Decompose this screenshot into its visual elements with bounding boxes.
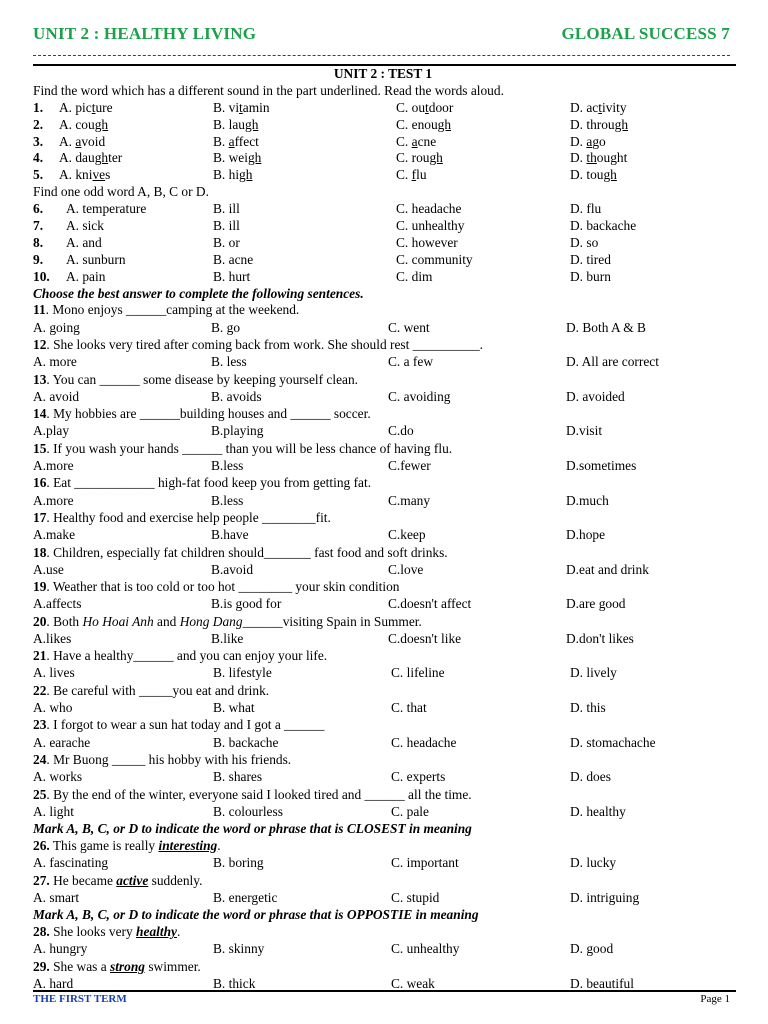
question-number: 17 — [33, 509, 47, 525]
underlined-sound: gh — [614, 116, 629, 132]
option-b: B. shares — [213, 769, 263, 785]
question-text: 28. She looks very healthy. — [33, 924, 181, 940]
option-a: A. sunburn — [66, 251, 126, 267]
option-a: A. avoid — [33, 388, 80, 404]
option-c: C.many — [388, 492, 431, 508]
option-d: D. tough — [570, 167, 617, 183]
option-a: A. smart — [33, 889, 80, 905]
underlined-sound: t — [598, 99, 602, 115]
option-c: C. outdoor — [396, 99, 454, 115]
footer-term: THE FIRST TERM — [33, 993, 127, 1005]
option-b: B.have — [211, 527, 249, 543]
option-d: D.are good — [566, 596, 626, 612]
underlined-sound: a — [586, 133, 593, 149]
option-a: A. knives — [59, 167, 111, 183]
instruction-best-answer: Choose the best answer to complete the following sentences. — [33, 285, 364, 301]
option-d: D. so — [570, 234, 599, 250]
option-d: D.hope — [566, 527, 606, 543]
question-row — [33, 838, 733, 855]
option-c: C.love — [388, 561, 424, 577]
question-number: 20 — [33, 613, 47, 629]
option-d: D.eat and drink — [566, 561, 649, 577]
question-row — [33, 665, 733, 682]
option-b: B.playing — [211, 423, 264, 439]
option-d: D. activity — [570, 99, 627, 115]
option-a: A. works — [33, 769, 83, 785]
option-a: A. who — [33, 700, 73, 716]
question-row — [33, 201, 733, 218]
option-b: B.less — [211, 457, 244, 473]
option-d: D.much — [566, 492, 609, 508]
question-row — [33, 873, 733, 890]
question-text: 26. This game is really interesting. — [33, 838, 221, 854]
option-c: C. lifeline — [391, 665, 445, 681]
question-row — [33, 855, 733, 872]
header-dashed-rule — [33, 55, 730, 56]
option-c: C. however — [396, 234, 458, 250]
question-row — [33, 117, 733, 134]
question-number: 23 — [33, 717, 47, 733]
question-number: 29. — [33, 958, 50, 974]
option-c: C. community — [396, 251, 473, 267]
instruction-pronunciation: Find the word which has a different sound in the part underlined. Read the words aloud. — [33, 82, 504, 98]
option-b: B. energetic — [213, 889, 278, 905]
option-d: D. lively — [570, 665, 617, 681]
question-row — [33, 527, 733, 544]
question-number: 9. — [33, 251, 44, 267]
question-number: 2. — [33, 116, 44, 132]
unit-header: UNIT 2 : HEALTHY LIVING — [33, 24, 257, 43]
option-b: B. avoids — [211, 388, 262, 404]
question-number: 10. — [33, 268, 50, 284]
keyword: strong — [110, 958, 145, 974]
question-number: 4. — [33, 150, 44, 166]
question-row — [33, 389, 733, 406]
option-c: C. headache — [396, 201, 462, 217]
question-row — [33, 545, 733, 562]
option-c: C. unhealthy — [396, 218, 465, 234]
option-c: C. a few — [388, 354, 433, 370]
question-text: 12. She looks very tired after coming back from work. She should rest __________. — [33, 337, 483, 353]
option-a: A. and — [66, 234, 102, 250]
question-text: 18. Children, especially fat children should_______ fast food and soft drinks. — [33, 544, 448, 560]
option-c: C.keep — [388, 527, 426, 543]
option-b: B. lifestyle — [213, 665, 272, 681]
option-d: D. good — [570, 941, 614, 957]
option-d: D. thought — [570, 150, 628, 166]
name-italic: Hong Dang — [179, 613, 243, 629]
option-a: A. going — [33, 319, 80, 335]
question-row — [33, 614, 733, 631]
option-a: A.more — [33, 492, 74, 508]
option-b: B. or — [213, 234, 240, 250]
option-d: D. through — [570, 116, 629, 132]
underlined-sound: t — [425, 99, 429, 115]
option-b: B.less — [211, 492, 244, 508]
question-row — [33, 235, 733, 252]
option-d: D. lucky — [570, 855, 617, 871]
option-d: D. backache — [570, 218, 637, 234]
keyword: healthy — [136, 924, 177, 940]
question-text: 20. Both Ho Hoai Anh and Hong Dang______visiting Spain in Summer. — [33, 613, 422, 629]
option-d: D. tired — [570, 251, 611, 267]
option-b: B. skinny — [213, 941, 265, 957]
option-a: A.affects — [33, 596, 82, 612]
option-b: B. acne — [213, 251, 254, 267]
option-a: A. hungry — [33, 941, 88, 957]
option-a: A. light — [33, 803, 74, 819]
option-d: D. All are correct — [566, 354, 659, 370]
option-d: D.visit — [566, 423, 603, 439]
name-italic: Ho Hoai Anh — [82, 613, 154, 629]
option-d: D. burn — [570, 268, 611, 284]
question-row — [33, 804, 733, 821]
question-row — [33, 475, 733, 492]
question-row — [33, 150, 733, 167]
question-text: 15. If you wash your hands ______ than you will be less chance of having flu. — [33, 440, 453, 456]
option-c: C. acne — [396, 133, 437, 149]
question-row — [33, 700, 733, 717]
underlined-sound: gh — [94, 116, 109, 132]
option-b: B. thick — [213, 975, 256, 991]
underlined-sound: th — [586, 150, 597, 166]
question-number: 16 — [33, 475, 47, 491]
option-c: C.fewer — [388, 457, 431, 473]
question-number: 26. — [33, 838, 50, 854]
option-a: A.more — [33, 457, 74, 473]
option-b: B.avoid — [211, 561, 254, 577]
underlined-sound: t — [239, 99, 243, 115]
question-row — [33, 941, 733, 958]
option-c: C. unhealthy — [391, 941, 460, 957]
option-b: B. backache — [213, 734, 279, 750]
worksheet-body — [33, 66, 733, 993]
option-a: A. picture — [59, 99, 113, 115]
underlined-sound: f — [411, 167, 417, 183]
option-a: A. more — [33, 354, 77, 370]
option-b: B. colourless — [213, 803, 283, 819]
underlined-sound: ve — [92, 167, 106, 183]
underlined-sound: a — [228, 133, 235, 149]
question-row — [33, 320, 733, 337]
underlined-sound: a — [411, 133, 418, 149]
question-row — [33, 269, 733, 286]
option-c: C. rough — [396, 150, 443, 166]
underlined-sound: a — [75, 133, 82, 149]
option-c: C. went — [388, 319, 430, 335]
underlined-sound: gh — [239, 167, 253, 183]
option-b: B. laugh — [213, 116, 259, 132]
question-row — [33, 787, 733, 804]
question-row — [33, 458, 733, 475]
option-c: C.doesn't like — [388, 630, 462, 646]
question-row — [33, 441, 733, 458]
question-number: 3. — [33, 133, 44, 149]
option-d: D. this — [570, 700, 606, 716]
question-number: 7. — [33, 218, 44, 234]
option-c: C. stupid — [391, 889, 440, 905]
option-d: D. avoided — [566, 388, 625, 404]
option-a: A. lives — [33, 665, 75, 681]
question-number: 8. — [33, 234, 44, 250]
question-text: 22. Be careful with _____you eat and drink. — [33, 682, 270, 698]
question-text: 19. Weather that is too cold or too hot ________ your skin condition — [33, 579, 400, 595]
option-d: D. beautiful — [570, 975, 634, 991]
question-number: 28. — [33, 924, 50, 940]
question-row — [33, 648, 733, 665]
option-b: B. less — [211, 354, 247, 370]
option-a: A. sick — [66, 218, 104, 234]
question-row — [33, 337, 733, 354]
question-number: 24 — [33, 751, 47, 767]
option-b: B.like — [211, 630, 244, 646]
question-text: 11. Mono enjoys ______camping at the weekend. — [33, 302, 300, 318]
question-row — [33, 562, 733, 579]
option-b: B. vitamin — [213, 99, 270, 115]
underlined-sound: t — [91, 99, 96, 115]
question-row — [33, 510, 733, 527]
question-row — [33, 683, 733, 700]
option-a: A. fascinating — [33, 855, 109, 871]
question-row — [33, 735, 733, 752]
option-d: D. healthy — [570, 803, 626, 819]
question-number: 6. — [33, 201, 44, 217]
page-number: Page 1 — [700, 993, 730, 1005]
underlined-sound: gh — [603, 167, 617, 183]
option-d: D.don't likes — [566, 630, 634, 646]
question-text: 23. I forgot to wear a sun hat today and I got a ______ — [33, 717, 325, 733]
question-row — [33, 406, 733, 423]
keyword: active — [116, 872, 149, 888]
option-d: D. does — [570, 769, 611, 785]
question-row — [33, 890, 733, 907]
question-row — [33, 252, 733, 269]
question-row — [33, 752, 733, 769]
option-a: A. avoid — [59, 133, 106, 149]
option-c: C. avoiding — [388, 388, 451, 404]
question-number: 11 — [33, 302, 46, 318]
option-c: C. pale — [391, 803, 429, 819]
option-c: C. experts — [391, 769, 446, 785]
question-text: 21. Have a healthy______ and you can enjoy your life. — [33, 648, 328, 664]
question-row — [33, 354, 733, 371]
option-b: B. high — [213, 167, 253, 183]
option-b: B. boring — [213, 855, 264, 871]
option-a: A. temperature — [66, 201, 147, 217]
option-c: C. that — [391, 700, 427, 716]
question-row — [33, 769, 733, 786]
option-c: C. headache — [391, 734, 457, 750]
option-b: B. what — [213, 700, 255, 716]
option-c: C.doesn't affect — [388, 596, 472, 612]
question-row — [33, 924, 733, 941]
question-number: 18 — [33, 544, 47, 560]
instruction-opposite: Mark A, B, C, or D to indicate the word or phrase that is OPPOSTIE in meaning — [33, 907, 479, 923]
option-d: D. intriguing — [570, 889, 640, 905]
question-number: 1. — [33, 99, 44, 115]
question-number: 14 — [33, 406, 47, 422]
question-row — [33, 579, 733, 596]
question-text: 29. She was a strong swimmer. — [33, 958, 201, 974]
question-row — [33, 372, 733, 389]
option-b: B. hurt — [213, 268, 251, 284]
option-d: D.sometimes — [566, 457, 637, 473]
question-row — [33, 493, 733, 510]
underlined-sound: gh — [429, 150, 443, 166]
test-title: UNIT 2 : TEST 1 — [333, 66, 433, 81]
option-b: B. ill — [213, 218, 240, 234]
question-number: 5. — [33, 167, 44, 183]
option-b: B.is good for — [211, 596, 282, 612]
series-header: GLOBAL SUCCESS 7 — [561, 24, 730, 43]
option-b: B. weigh — [213, 150, 262, 166]
question-row — [33, 134, 733, 151]
option-a: A.likes — [33, 630, 72, 646]
option-b: B. ill — [213, 201, 240, 217]
question-number: 21 — [33, 648, 47, 664]
instruction-closest: Mark A, B, C, or D to indicate the word or phrase that is CLOSEST in meaning — [33, 821, 472, 837]
question-text: 24. Mr Buong _____ his hobby with his friends. — [33, 751, 292, 767]
question-row — [33, 100, 733, 117]
option-a: A. earache — [33, 734, 91, 750]
option-c: C.do — [388, 423, 414, 439]
question-text: 16. Eat ____________ high-fat food keep you from getting fat. — [33, 475, 372, 491]
footer-rule — [33, 990, 736, 992]
question-number: 13 — [33, 371, 47, 387]
option-a: A.use — [33, 561, 64, 577]
underlined-sound: gh — [245, 116, 259, 132]
question-number: 25 — [33, 786, 47, 802]
option-a: A. cough — [59, 116, 109, 132]
keyword: interesting — [158, 838, 218, 854]
option-a: A. pain — [66, 268, 106, 284]
instruction-odd-word: Find one odd word A, B, C or D. — [33, 184, 209, 200]
option-a: A.play — [33, 423, 70, 439]
option-d: D. flu — [570, 201, 602, 217]
question-row — [33, 167, 733, 184]
underlined-sound: gh — [94, 150, 109, 166]
option-d: D. ago — [570, 133, 606, 149]
question-number: 19 — [33, 579, 47, 595]
option-c: C. flu — [396, 167, 427, 183]
option-c: C. enough — [396, 116, 452, 132]
question-row — [33, 717, 733, 734]
question-row — [33, 218, 733, 235]
question-text: 27. He became active suddenly. — [33, 872, 203, 888]
question-number: 27. — [33, 872, 50, 888]
underlined-sound: gh — [437, 116, 452, 132]
option-b: B. go — [211, 319, 241, 335]
option-a: A.make — [33, 527, 76, 543]
option-d: D. stomachache — [570, 734, 656, 750]
question-text: 17. Healthy food and exercise help people ________fit. — [33, 509, 331, 525]
question-number: 15 — [33, 440, 47, 456]
option-a: A. hard — [33, 975, 74, 991]
question-row — [33, 596, 733, 613]
question-text: 13. You can ______ some disease by keeping yourself clean. — [33, 371, 359, 387]
question-text: 25. By the end of the winter, everyone said I looked tired and ______ all the time. — [33, 786, 472, 802]
question-row — [33, 302, 733, 319]
option-d: D. Both A & B — [566, 319, 646, 335]
option-b: B. affect — [213, 133, 259, 149]
question-text: 14. My hobbies are ______building houses and ______ soccer. — [33, 406, 371, 422]
question-row — [33, 959, 733, 976]
option-c: C. important — [391, 855, 459, 871]
option-a: A. daughter — [59, 150, 123, 166]
question-row — [33, 631, 733, 648]
question-row — [33, 423, 733, 440]
question-number: 22 — [33, 682, 47, 698]
option-c: C. weak — [391, 975, 435, 991]
underlined-sound: gh — [247, 150, 262, 166]
question-number: 12 — [33, 337, 47, 353]
option-c: C. dim — [396, 268, 433, 284]
